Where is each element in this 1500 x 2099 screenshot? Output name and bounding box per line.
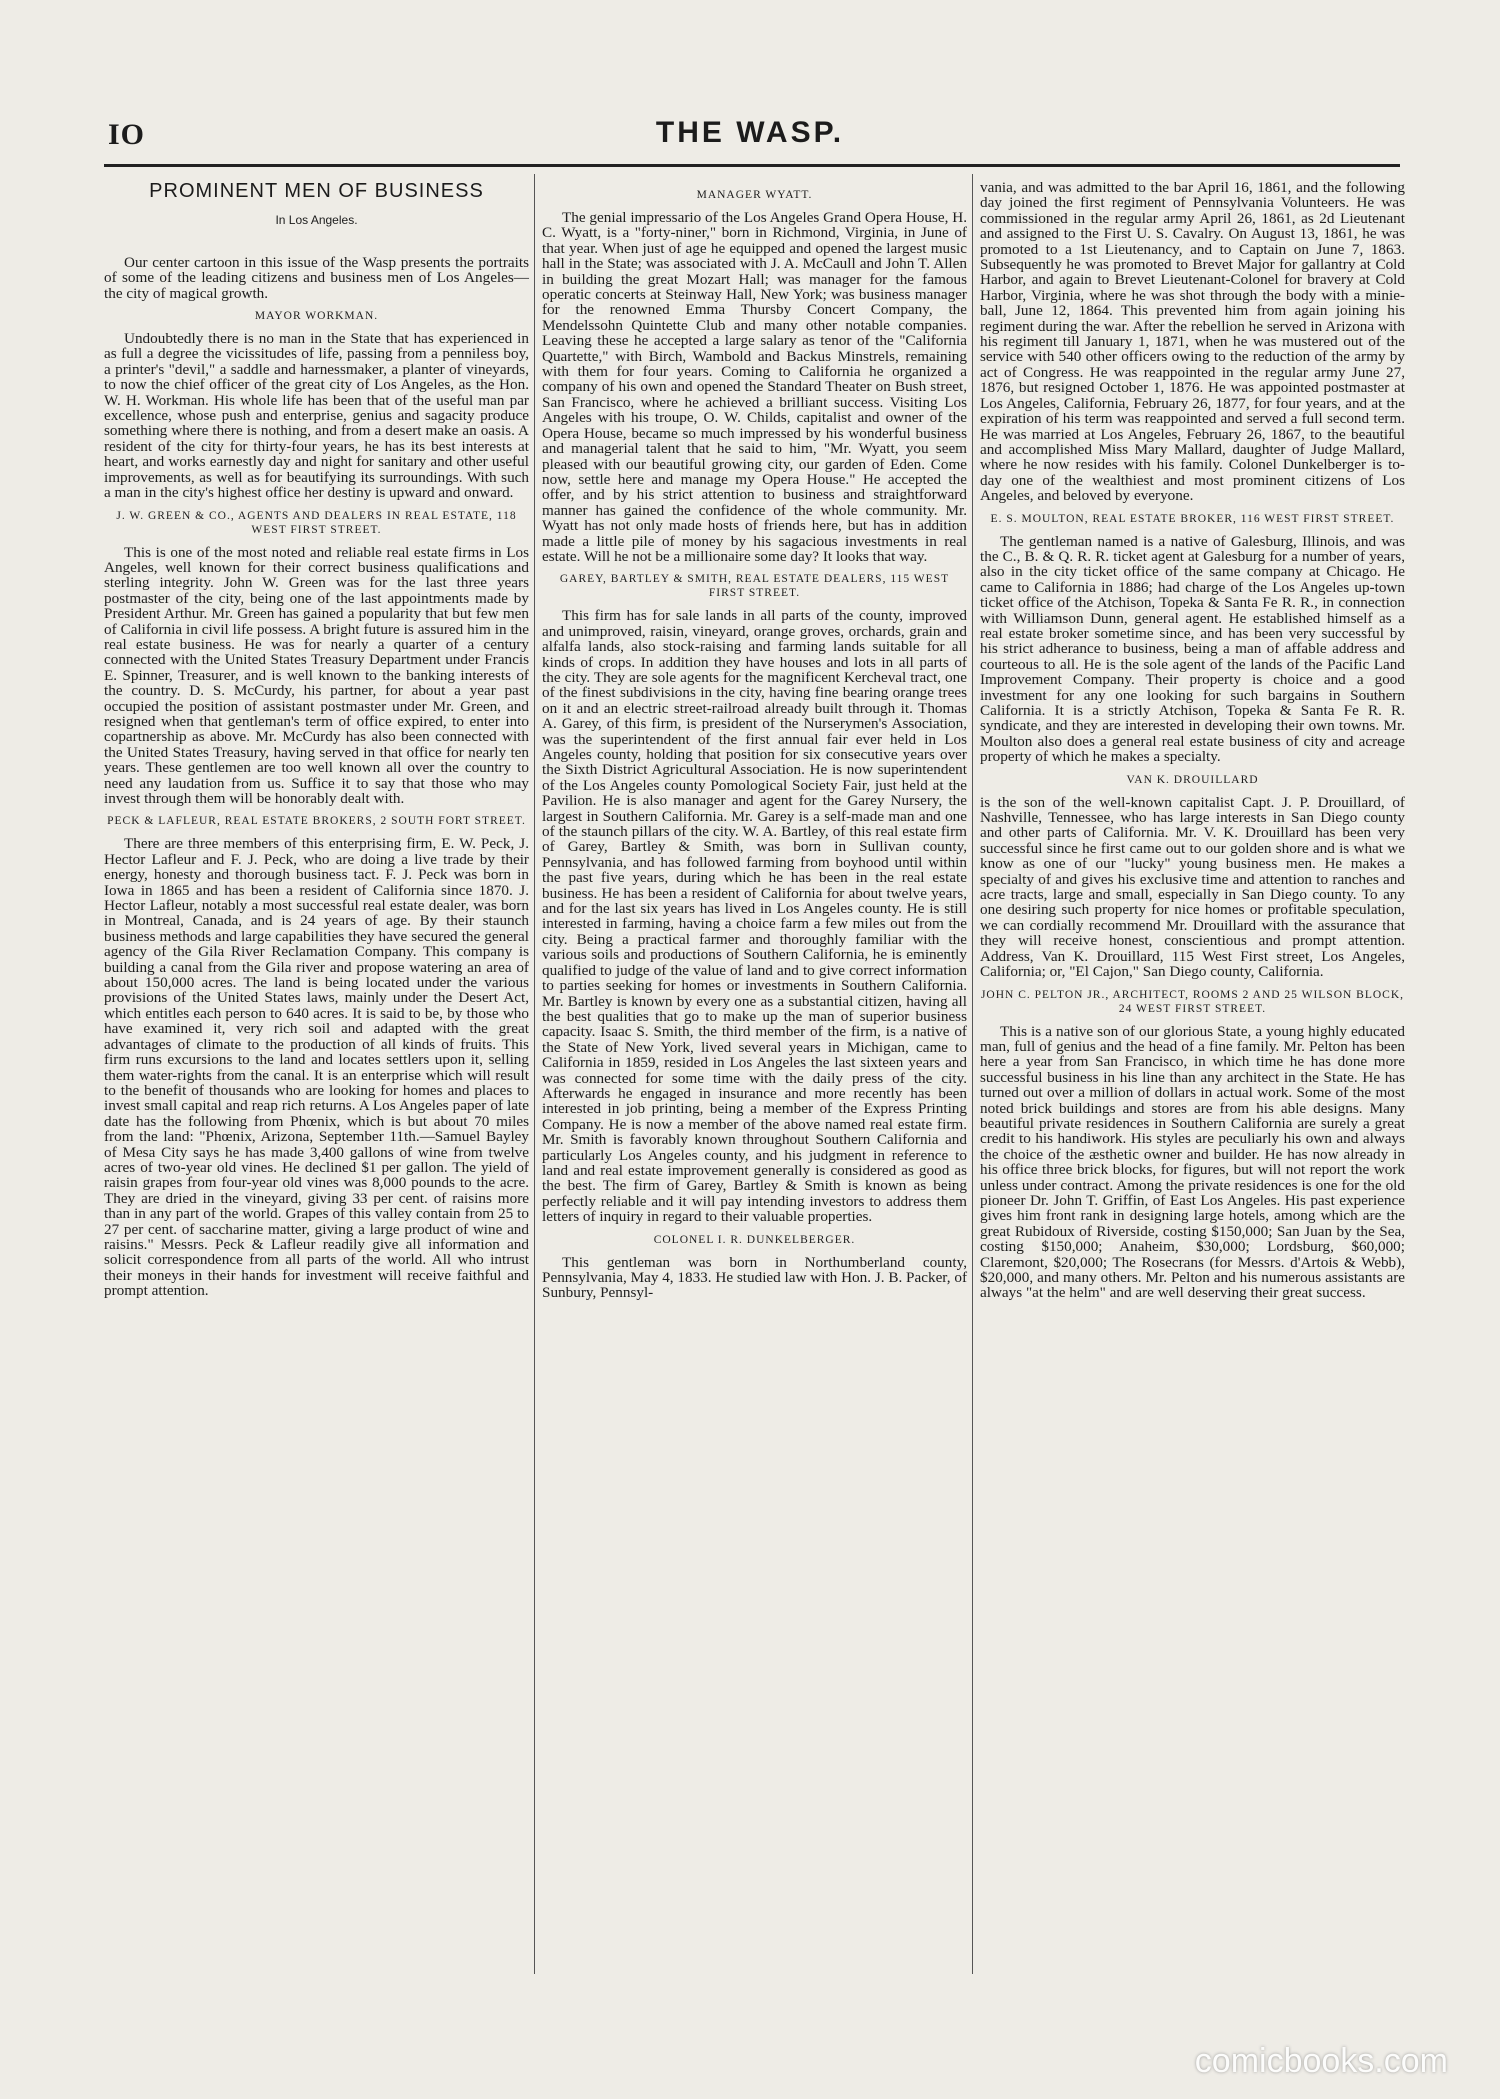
column-divider [972, 174, 973, 1974]
page-number: IO [108, 118, 146, 151]
article-title: PROMINENT MEN OF BUSINESS [149, 180, 484, 202]
column-middle [542, 180, 967, 1306]
section-heading-workman: MAYOR WORKMAN. [254, 310, 379, 323]
section-body-workman: Undoubtedly there is no man in the State that has experienced in as full a degree the vicissitudes of life, passing from a penniless boy, a printer's "devil," a saddle and harnessmaker, a planter of vineyards, to now the chief officer of the great city of Los Angeles, as the Hon. W. H. Workman. His whole life has been that of the useful man par excellence, whose push and enterprise, genius and sagacity produce something where there is nothing, and from a desert make an oasis. A resident of the city for thirty-four years, he has its best interests at heart, and works earnestly day and night for sanitary and other useful improvements, as well as for beautifying its surroundings. With such a man in the city's highest office her destiny is upward and onward. [104, 330, 529, 502]
section-heading-peck: PECK & LAFLEUR, REAL ESTATE BROKERS, 2 SOUTH FORT STREET. [107, 815, 526, 828]
column-left [104, 180, 529, 1304]
article-intro: Our center cartoon in this issue of the Wasp presents the portraits of some of the leading citizens and business men of Los Angeles—the city of magical growth. [104, 253, 529, 302]
section-body-dunkelberger: This gentleman was born in Northumberland county, Pennsylvania, May 4, 1833. He studied law with Hon. J. B. Packer, of Sunbury, Pennsyl- [542, 1253, 968, 1302]
header-rule [104, 164, 1400, 167]
section-body-dunkelberger-continued: vania, and was admitted to the bar April 16, 1861, and the following day joined the first regiment of Pennsylvania Volunteers. He was commissioned in the regular army April 26, 1861, as 2d Lieutenant and assigned to the First U. S. Cavalry. On August 13, 1861, he was promoted to a 1st Lieutenancy, and to Captain on June 7, 1863. Subsequently he was promoted to Brevet Major for gallantry at Cold Harbor, and again to Brevet Lieutenant-Colonel for bravery at Cold Harbor, Virginia, where he was shot through the body with a minie-ball, June 12, 1864. This prevented him from again joining his regiment during the war. After the rebellion he served in Arizona with his regiment till January 1, 1871, when he was mustered out of the service with 540 other officers owing to the reduction of the army by act of Congress. He was reappointed in the regular army June 27, 1876, but resigned October 1, 1876. He was appointed postmaster at Los Angeles, California, February 26, 1877, for four years, and at the expiration of his term was reappointed and served a full second term. He was married at Los Angeles, February 26, 1867, to the beautiful and accomplished Miss Mary Mallard, daughter of Judge Mallard, where he now resides with his family. Colonel Dunkelberger is to-day one of the wealthiest and most prominent citizens of Los Angeles, and beloved by everyone. [980, 179, 1405, 505]
section-heading-moulton: E. S. MOULTON, REAL ESTATE BROKER, 116 WEST FIRST STREET. [990, 512, 1395, 525]
section-heading-pelton: JOHN C. PELTON JR., ARCHITECT, ROOMS 2 AND 25 WILSON BLOCK, 24 WEST FIRST STREET. [980, 988, 1405, 1015]
section-heading-wyatt: MANAGER WYATT. [696, 189, 813, 201]
section-body-pelton: This is a native son of our glorious State, a young highly educated man, full of genius and the head of a fine family. Mr. Pelton has been here a year from San Francisco, in which time he has done more successful business in his line than any architect in the State. He has turned out over a million of dollars in actual work. Some of the most noted brick buildings and stores are from his able designs. Many beautiful private residences in Southern California are surely a great credit to his handiwork. His styles are peculiarly his own and always the choice of the æsthetic owner and builder. He has now already in his office three brick blocks, for figures, but will not report the work unless under contract. Among the private residences is one for the old pioneer Dr. John T. Griffin, of East Los Angeles. His past experience gives him front rank in designing large hotels, among which are the great Rubidoux of Riverside, costing $150,000; San Juan by the Sea, costing $150,000; Anaheim, $30,000; Lordsburg, $60,000; Claremont, $20,000; The Rosecrans (for Messrs. d'Artois & Webb), $20,000, and many others. Mr. Pelton and his numerous assistants are always "at the helm" and are well deserving their great success. [980, 1022, 1405, 1302]
section-body-garey: This firm has for sale lands in all parts of the county, improved and unimproved, raisin, vineyard, orange groves, orchards, grain and alfalfa lands, also stock-raising and farming lands suitable for all kinds of crops. In addition they have houses and lots in all parts of the city. They are sole agents for the magnificent Kercheval tract, one of the finest subdivisions in the city, having fine bearing orange trees on it and an electric street-railroad already built through it. Thomas A. Garey, of this firm, is president of the Nurserymen's Association, was the superintendent of the first annual fair ever held in Los Angeles county, holding that position for six consecutive years over the Sixth District Agricultural Association. He is now superintendent of the Los Angeles county Pomological Society Fair, just held at the Pavilion. He is also manager and agent for the Garey Nursery, the largest in Southern California. Mr. Garey is a self-made man and one of the staunch pillars of the city. W. A. Bartley, of this real estate firm of Garey, Bartley & Smith, was born in Sullivan county, Pennsylvania, and has followed farming from boyhood until within the past five years, during which he has been in the real estate business. He has been a resident of California for about twelve years, and for the last six years has lived in Los Angeles county. He is still interested in farming, having a choice farm a few miles out from the city. Being a practical farmer and thoroughly familiar with the various soils and productions of Southern California, he is eminently qualified to judge of the value of land and to give correct information to parties seeking for homes or investments in Southern California. Mr. Bartley is known by every one as a substantial citizen, having all the best qualities that go to make up the man of superior business capacity. Isaac S. Smith, the third member of the firm, is a native of the State of New York, lived several years in Michigan, came to California in 1859, resided in Los Angeles the last sixteen years and was connected for some time with the daily press of the city. Afterwards he engaged in insurance and more recently has been interested in job printing, being a member of the Express Printing Company. He is now a member of the above named real estate firm. Mr. Smith is favorably known throughout Southern California and particularly Los Angeles county, and his judgment in reference to land and real estate improvement generally is considered as good as the best. The firm of Garey, Bartley & Smith is known as being perfectly reliable and it will pay intending investors to address them letters of inquiry in regard to their valuable properties. [542, 607, 967, 1226]
masthead-title: THE WASP. [655, 116, 845, 149]
section-heading-green: J. W. GREEN & CO., AGENTS AND DEALERS IN REAL ESTATE, 118 WEST FIRST STREET. [116, 509, 517, 536]
column-divider [534, 174, 535, 1974]
section-body-peck: There are three members of this enterprising firm, E. W. Peck, J. Hector Lafleur and F. J. Peck, who are doing a live trade by their energy, honesty and thorough business tact. F. J. Peck was born in Iowa in 1865 and has been a resident of California since 1870. J. Hector Lafleur, notably a most successful real estate dealer, was born in Montreal, Canada, and is 24 years of age. By their staunch business methods and large capabilities they have secured the general agency of the Gila River Reclamation Company. This company is building a canal from the Gila river and propose watering an area of about 150,000 acres. The land is being located under the various provisions of the United States laws, mainly under the Desert Act, which entitles each person to 640 acres. It is said to be, by those who have examined it, very rich soil and adapted with the great advantages of climate to the production of all kinds of fruits. This firm runs excursions to the land and locates settlers upon it, selling them water-rights from the canal. It is an enterprise which will result to the benefit of thousands who are looking for homes and places to invest small capital and reap rich returns. A Los Angeles paper of late date has the following from Phœnix, which is but about 70 miles from the land: "Phœnix, Arizona, September 11th.—Samuel Bayley of Mesa City says he has made 3,400 gallons of wine from twelve acres of two-year old vines. He declined $1 per gallon. The yield of raisin grapes from four-year old vines was 8,000 pounds to the acre. They are dried in the vineyard, giving 33 per cent. of raisins more than in any part of the world. Grapes of this valley contain from 25 to 27 per cent. of saccharine matter, giving a large product of wine and raisins." Messrs. Peck & Lafleur readily give all information and solicit correspondence from all parts of the world. All who intrust their moneys in their hands for investment will receive faithful and prompt attention. [104, 835, 529, 1300]
column-right [980, 180, 1405, 1306]
section-heading-drouillard: VAN K. DROUILLARD [1126, 773, 1259, 786]
section-body-wyatt: The genial impressario of the Los Angeles Grand Opera House, H. C. Wyatt, is a "forty-niner," born in Richmond, Virginia, in June of that year. When just of age he equipped and opened the largest music hall in the State; was associated with J. A. McCaull and John T. Allen in building the great Mozart Hall; was manager for the famous operatic concerts at Steinway Hall, New York; was business manager for the renowned Emma Thursby Concert Company, the Mendelssohn Quintette Club and many other notable companies. Leaving these he accepted a large salary as tenor of the "California Quartette," with Birch, Wambold and Backus Minstrels, remaining with them for four years. Coming to California he organized a company of his own and opened the Standard Theater on Bush street, San Francisco, where he achieved a brilliant success. Visiting Los Angeles with his troupe, O. W. Childs, capitalist and owner of the Opera House, became so much impressed by his wonderful business and managerial talent that he said to him, "Mr. Wyatt, you seem pleased with our beautiful growing city, our garden of Eden. Come now, settle here and manage my Opera House." He accepted the offer, and by his strict attention to business and straightforward manner has gained the confidence of the whole community. Mr. Wyatt has not only made hosts of friends here, but has in addition made a little pile of money by his sagacious investments in real estate. Will he not be a millionaire some day? It looks that way. [542, 209, 967, 565]
section-heading-dunkelberger: COLONEL I. R. DUNKELBERGER. [653, 1233, 856, 1246]
section-heading-garey: GAREY, BARTLEY & SMITH, REAL ESTATE DEALERS, 115 WEST FIRST STREET. [559, 573, 950, 600]
watermark-text: comicbooks.com [1194, 2042, 1448, 2080]
section-body-drouillard: is the son of the well-known capitalist Capt. J. P. Drouillard, of Nashville, Tennessee, who has large interests in San Diego county and other parts of California. Mr. V. K. Drouillard has been very successful since he first came out to our golden shore and is what we know as one of our "lucky" young business men. He makes a specialty of and gives his exclusive time and attention to ranches and acre tracts, large and small, especially in San Diego county. To any one desiring such property for nice homes or profitable speculation, we can cordially recommend Mr. Drouillard with the assurance that they will receive honest, conscientious and prompt attention. Address, Van K. Drouillard, 115 West First street, Los Angeles, California; or, "El Cajon," San Diego county, California. [980, 793, 1405, 981]
article-subtitle: In Los Angeles. [275, 213, 358, 228]
section-body-green: This is one of the most noted and reliable real estate firms in Los Angeles, well known for their correct business qualifications and sterling integrity. John W. Green was for the last three years postmaster of the city, being one of the last appointments made by President Arthur. Mr. Green has gained a popularity that but few men of California in civil life possess. A bright future is assured him in the real estate business. He was for nearly a quarter of a century connected with the United States Treasury Department under Francis E. Spinner, Treasurer, and is well known to the banking interests of the country. D. S. McCurdy, his partner, for about a year past occupied the position of assistant postmaster under Mr. Green, and resigned when that gentleman's term of office expired, to enter into copartnership as above. Mr. McCurdy has also been connected with the United States Treasury, having served in that office for nearly ten years. These gentlemen are too well known all over the country to need any laudation from us. Suffice it to say that those who may invest through them will be honorably dealt with. [104, 543, 529, 807]
section-body-moulton: The gentleman named is a native of Galesburg, Illinois, and was the C., B. & Q. R. R. ticket agent at Galesburg for a number of years, also in the city ticket office of the same company at Chicago. He came to California in 1886; had charge of the Los Angeles up-town ticket office of the Atchison, Topeka & Santa Fe R. R., in connection with Williamson Dunn, general agent. He established himself as a real estate broker sometime since, and has been very successful by his strict adherance to business, being a man of affable address and courteous to all. He is the sole agent of the lands of the Pacific Land Improvement Company. Their property is choice and a good investment for any one looking for such bargains in Southern California. It is a strictly Atchison, Topeka & Santa Fe R. R. syndicate, and they are interested in developing their own towns. Mr. Moulton also does a general real estate business of city and acreage property of which he makes a specialty. [980, 532, 1405, 766]
